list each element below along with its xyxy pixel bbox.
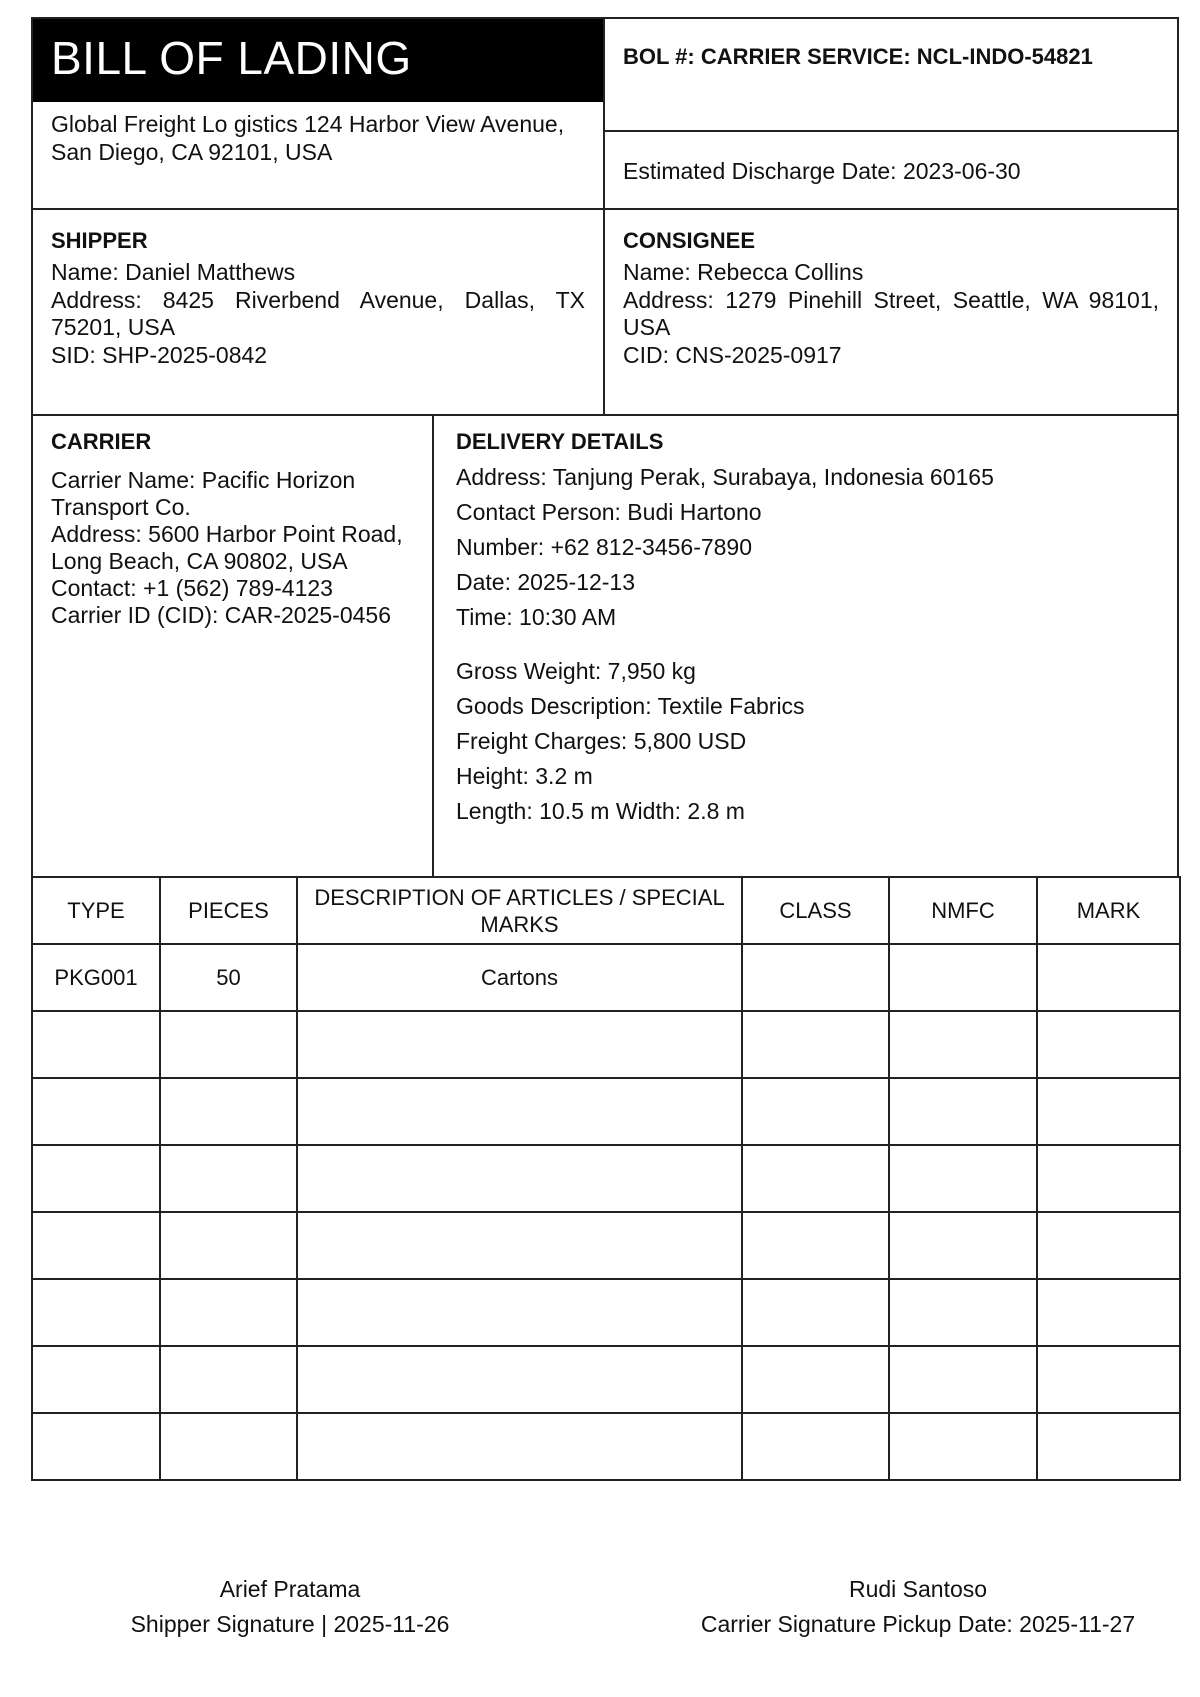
carrier-contact: Contact: +1 (562) 789-4123 (51, 575, 333, 601)
table-cell (1037, 1212, 1180, 1279)
document-title: BILL OF LADING (33, 19, 603, 102)
table-cell (297, 1346, 742, 1413)
table-cell: Cartons (297, 944, 742, 1011)
consignee-address: Address: 1279 Pinehill Street, Seattle, WA 98101, USA (623, 287, 1159, 340)
table-header-row (32, 877, 1180, 944)
header-left (33, 19, 605, 208)
bill-of-lading-document (31, 17, 1179, 1481)
estimated-discharge-date: Estimated Discharge Date: 2023-06-30 (623, 158, 1021, 184)
table-cell (32, 1346, 160, 1413)
carrier-address: Address: 5600 Harbor Point Road, Long Beach, CA 90802, USA (51, 521, 403, 574)
shipper-name: Name: Daniel Matthews (51, 259, 296, 285)
table-cell (297, 1212, 742, 1279)
table-row (32, 1212, 1180, 1279)
table-cell (32, 1078, 160, 1145)
carrier-signature-block (668, 1572, 1168, 1642)
table-cell (1037, 1145, 1180, 1212)
table-cell (1037, 1011, 1180, 1078)
table-cell (1037, 1346, 1180, 1413)
table-cell (32, 1413, 160, 1480)
table-cell (889, 1413, 1037, 1480)
table-cell (297, 1078, 742, 1145)
table-cell (889, 1346, 1037, 1413)
spacer (456, 635, 1155, 654)
table-cell (160, 1145, 297, 1212)
table-cell (297, 1011, 742, 1078)
carrier-signature-name: Rudi Santoso (848, 1576, 988, 1602)
header-class: CLASS (742, 877, 889, 944)
table-cell (889, 1078, 1037, 1145)
table-row (32, 1413, 1180, 1480)
table-cell (1037, 1413, 1180, 1480)
consignee-name: Name: Rebecca Collins (623, 259, 864, 285)
header-type: TYPE (32, 877, 160, 944)
header-nmfc: NMFC (889, 877, 1037, 944)
header-description: DESCRIPTION OF ARTICLES / SPECIAL MARKS (297, 877, 742, 944)
carrier-id: Carrier ID (CID): CAR-2025-0456 (51, 602, 391, 628)
table-cell (160, 1413, 297, 1480)
shipper-signature-name: Arief Pratama (219, 1576, 361, 1602)
shipper-address: Address: 8425 Riverbend Avenue, Dallas, TX 75201, USA (51, 287, 585, 340)
table-cell (1037, 1279, 1180, 1346)
shipper-signature-label: Shipper Signature | 2025-11-26 (130, 1611, 450, 1637)
table-cell: PKG001 (32, 944, 160, 1011)
header-section (31, 17, 1179, 208)
table-cell (742, 1413, 889, 1480)
table-cell (742, 1145, 889, 1212)
header-mark: MARK (1037, 877, 1180, 944)
delivery-date: Date: 2025-12-13 (456, 569, 636, 595)
table-cell (160, 1346, 297, 1413)
table-cell (297, 1413, 742, 1480)
table-cell (297, 1145, 742, 1212)
articles-table (31, 876, 1181, 1481)
carrier-signature-label: Carrier Signature Pickup Date: 2025-11-27 (700, 1611, 1136, 1637)
table-cell (889, 944, 1037, 1011)
consignee-title: CONSIGNEE (623, 228, 756, 253)
cargo-length-width: Length: 10.5 m Width: 2.8 m (456, 798, 745, 824)
shipper-title: SHIPPER (51, 228, 148, 253)
carrier-name: Carrier Name: Pacific Horizon Transport Co. (51, 467, 356, 520)
consignee-section (605, 210, 1177, 414)
carrier-section (33, 416, 434, 876)
carrier-title: CARRIER (51, 429, 152, 454)
table-cell (160, 1011, 297, 1078)
parties-section (31, 208, 1179, 414)
table-row (32, 1279, 1180, 1346)
delivery-contact-person: Contact Person: Budi Hartono (456, 499, 762, 525)
table-cell (1037, 1078, 1180, 1145)
table-cell (742, 1346, 889, 1413)
delivery-address: Address: Tanjung Perak, Surabaya, Indonesia 60165 (456, 464, 994, 490)
header-right (605, 19, 1177, 208)
carrier-delivery-section (31, 414, 1179, 876)
table-row (32, 1078, 1180, 1145)
table-row (32, 1011, 1180, 1078)
goods-description: Goods Description: Textile Fabrics (456, 693, 805, 719)
header-pieces: PIECES (160, 877, 297, 944)
shipper-signature-block (90, 1572, 490, 1642)
bol-number: BOL #: CARRIER SERVICE: NCL-INDO-54821 (605, 19, 1177, 132)
delivery-title: DELIVERY DETAILS (456, 429, 664, 454)
table-row (32, 1145, 1180, 1212)
table-cell (297, 1279, 742, 1346)
table-row (32, 1346, 1180, 1413)
table-cell (742, 1011, 889, 1078)
shipper-section (33, 210, 605, 414)
table-cell (889, 1011, 1037, 1078)
cargo-height: Height: 3.2 m (456, 763, 593, 789)
table-cell (889, 1279, 1037, 1346)
company-address: Global Freight Lo gistics 124 Harbor View Avenue, San Diego, CA 92101, USA (51, 111, 565, 165)
table-cell (742, 1212, 889, 1279)
table-cell (889, 1212, 1037, 1279)
table-cell (160, 1212, 297, 1279)
delivery-time: Time: 10:30 AM (456, 604, 617, 630)
table-cell (742, 944, 889, 1011)
shipper-id: SID: SHP-2025-0842 (51, 342, 268, 368)
table-cell (742, 1078, 889, 1145)
delivery-section (434, 416, 1177, 876)
table-cell (742, 1279, 889, 1346)
table-cell (1037, 944, 1180, 1011)
freight-charges: Freight Charges: 5,800 USD (456, 728, 747, 754)
gross-weight: Gross Weight: 7,950 kg (456, 658, 696, 684)
table-cell (32, 1279, 160, 1346)
table-row (32, 944, 1180, 1011)
table-cell (32, 1212, 160, 1279)
table-cell (160, 1078, 297, 1145)
table-cell (32, 1011, 160, 1078)
consignee-id: CID: CNS-2025-0917 (623, 342, 842, 368)
table-cell: 50 (160, 944, 297, 1011)
table-cell (889, 1145, 1037, 1212)
table-cell (32, 1145, 160, 1212)
delivery-number: Number: +62 812-3456-7890 (456, 534, 753, 560)
table-body (32, 944, 1180, 1480)
table-cell (160, 1279, 297, 1346)
